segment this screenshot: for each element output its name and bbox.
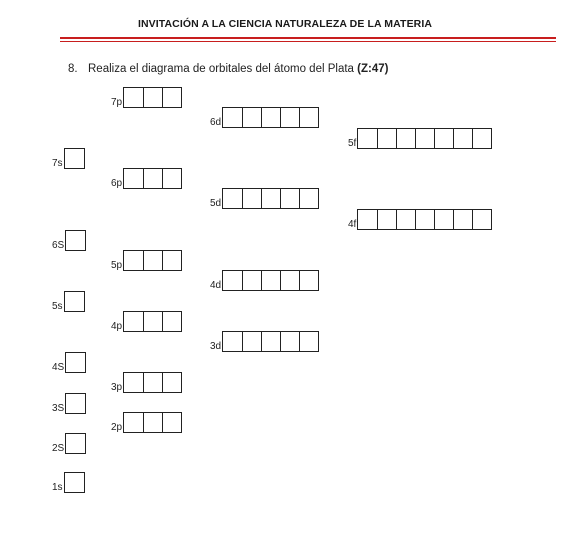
orbital-7s — [52, 148, 85, 169]
orbital-5p — [111, 250, 182, 271]
orbital-box[interactable] — [162, 88, 181, 107]
orbital-label: 6p — [111, 178, 123, 189]
orbital-boxes — [64, 148, 85, 169]
orbital-box[interactable] — [65, 149, 84, 168]
orbital-box[interactable] — [434, 210, 453, 229]
orbital-box[interactable] — [358, 129, 377, 148]
orbital-box[interactable] — [242, 332, 261, 351]
orbital-box[interactable] — [223, 332, 242, 351]
orbital-boxes — [65, 393, 86, 414]
orbital-box[interactable] — [66, 231, 85, 250]
orbital-5s — [52, 291, 85, 312]
orbital-box[interactable] — [124, 413, 143, 432]
orbital-box[interactable] — [377, 129, 396, 148]
orbital-label: 4p — [111, 321, 123, 332]
orbital-3s — [52, 393, 86, 414]
orbital-boxes — [357, 128, 492, 149]
orbital-boxes — [65, 433, 86, 454]
orbital-label: 4S — [52, 362, 65, 373]
orbital-5d — [210, 188, 319, 209]
orbital-boxes — [222, 188, 319, 209]
orbital-boxes — [65, 352, 86, 373]
orbital-box[interactable] — [66, 394, 85, 413]
orbital-label: 3S — [52, 403, 65, 414]
orbital-box[interactable] — [223, 108, 242, 127]
orbital-box[interactable] — [143, 169, 162, 188]
orbital-box[interactable] — [261, 271, 280, 290]
orbital-box[interactable] — [65, 292, 84, 311]
header-rule-thick — [60, 37, 556, 39]
orbital-2p — [111, 412, 182, 433]
orbital-label: 1s — [52, 482, 63, 493]
orbital-label: 4d — [210, 280, 222, 291]
orbital-box[interactable] — [280, 189, 299, 208]
orbital-label: 7p — [111, 97, 123, 108]
header-rule-thin — [60, 41, 556, 42]
orbital-box[interactable] — [242, 271, 261, 290]
orbital-box[interactable] — [143, 251, 162, 270]
orbital-box[interactable] — [453, 210, 472, 229]
orbital-box[interactable] — [162, 312, 181, 331]
orbital-label: 2p — [111, 422, 123, 433]
orbital-box[interactable] — [124, 88, 143, 107]
orbital-box[interactable] — [124, 251, 143, 270]
orbital-boxes — [65, 230, 86, 251]
question-number: 8. — [68, 63, 78, 75]
orbital-box[interactable] — [472, 210, 491, 229]
orbital-box[interactable] — [143, 88, 162, 107]
orbital-label: 5d — [210, 198, 222, 209]
orbital-label: 5p — [111, 260, 123, 271]
orbital-6d — [210, 107, 319, 128]
orbital-boxes — [222, 107, 319, 128]
orbital-label: 3d — [210, 341, 222, 352]
orbital-box[interactable] — [162, 413, 181, 432]
orbital-label: 7s — [52, 158, 63, 169]
orbital-box[interactable] — [299, 108, 318, 127]
orbital-box[interactable] — [396, 210, 415, 229]
orbital-label: 6S — [52, 240, 65, 251]
orbital-boxes — [123, 311, 182, 332]
orbital-7p — [111, 87, 182, 108]
orbital-box[interactable] — [65, 473, 84, 492]
orbital-6p — [111, 168, 182, 189]
orbital-box[interactable] — [66, 353, 85, 372]
orbital-box[interactable] — [415, 129, 434, 148]
orbital-box[interactable] — [453, 129, 472, 148]
orbital-box[interactable] — [66, 434, 85, 453]
orbital-box[interactable] — [434, 129, 453, 148]
orbital-box[interactable] — [143, 413, 162, 432]
orbital-boxes — [123, 168, 182, 189]
orbital-5f — [348, 128, 492, 149]
orbital-box[interactable] — [223, 271, 242, 290]
orbital-box[interactable] — [415, 210, 434, 229]
orbital-box[interactable] — [377, 210, 396, 229]
orbital-label: 2S — [52, 443, 65, 454]
orbital-boxes — [123, 372, 182, 393]
orbital-box[interactable] — [143, 312, 162, 331]
orbital-box[interactable] — [261, 332, 280, 351]
orbital-box[interactable] — [280, 108, 299, 127]
orbital-box[interactable] — [162, 373, 181, 392]
orbital-box[interactable] — [280, 271, 299, 290]
orbital-boxes — [64, 472, 85, 493]
orbital-1s — [52, 472, 85, 493]
question-text: Realiza el diagrama de orbitales del átomo del Plata — [88, 63, 354, 75]
orbital-box[interactable] — [124, 169, 143, 188]
orbital-4p — [111, 311, 182, 332]
orbital-box[interactable] — [280, 332, 299, 351]
orbital-2s — [52, 433, 86, 454]
orbital-label: 3p — [111, 382, 123, 393]
orbital-label: 6d — [210, 117, 222, 128]
orbital-box[interactable] — [299, 271, 318, 290]
orbital-box[interactable] — [242, 108, 261, 127]
orbital-boxes — [357, 209, 492, 230]
orbital-box[interactable] — [396, 129, 415, 148]
orbital-4f — [348, 209, 492, 230]
orbital-label: 5s — [52, 301, 63, 312]
orbital-box[interactable] — [124, 373, 143, 392]
orbital-box[interactable] — [358, 210, 377, 229]
orbital-3d — [210, 331, 319, 352]
orbital-box[interactable] — [162, 251, 181, 270]
question-8 — [68, 63, 388, 75]
orbital-box[interactable] — [143, 373, 162, 392]
orbital-box[interactable] — [162, 169, 181, 188]
orbital-box[interactable] — [124, 312, 143, 331]
orbital-boxes — [222, 331, 319, 352]
orbital-box[interactable] — [299, 189, 318, 208]
orbital-boxes — [222, 270, 319, 291]
orbital-boxes — [123, 412, 182, 433]
orbital-6s — [52, 230, 86, 251]
orbital-4s — [52, 352, 86, 373]
orbital-box[interactable] — [472, 129, 491, 148]
orbital-box[interactable] — [261, 108, 280, 127]
orbital-boxes — [123, 87, 182, 108]
orbital-label: 5f — [348, 138, 357, 149]
orbital-box[interactable] — [261, 189, 280, 208]
orbital-label: 4f — [348, 219, 357, 230]
document-title: INVITACIÓN A LA CIENCIA NATURALEZA DE LA MATERIA — [137, 18, 433, 30]
orbital-3p — [111, 372, 182, 393]
orbital-box[interactable] — [223, 189, 242, 208]
orbital-box[interactable] — [299, 332, 318, 351]
orbital-boxes — [123, 250, 182, 271]
orbital-box[interactable] — [242, 189, 261, 208]
atomic-number: (Z:47) — [357, 63, 389, 75]
orbital-boxes — [64, 291, 85, 312]
orbital-4d — [210, 270, 319, 291]
